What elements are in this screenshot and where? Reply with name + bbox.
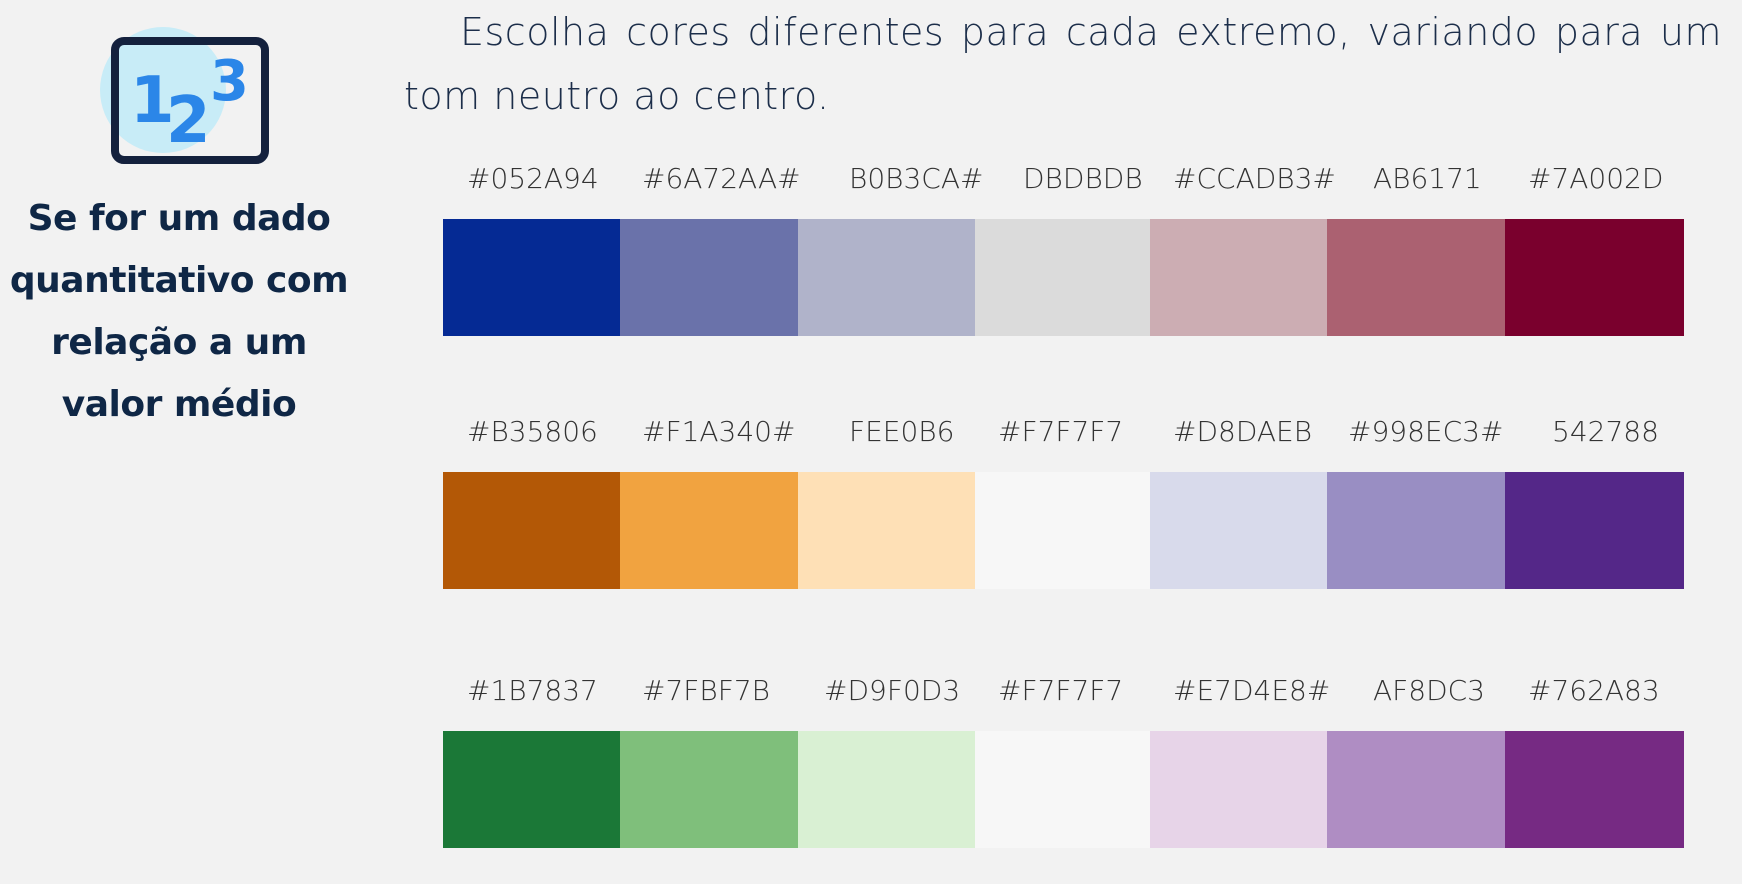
color-code-label: #998EC3# bbox=[1348, 415, 1504, 448]
intro-paragraph: Escolha cores diferentes para cada extremo, variando para um tom neutro ao centro. bbox=[404, 10, 1722, 118]
side-title bbox=[0, 188, 358, 436]
color-swatch bbox=[443, 219, 620, 336]
palette-swatches bbox=[443, 472, 1684, 589]
svg-text:2: 2 bbox=[166, 84, 211, 158]
color-code-label: #F7F7F7 bbox=[998, 415, 1124, 448]
color-swatch bbox=[1505, 219, 1684, 336]
color-swatch bbox=[1150, 472, 1327, 589]
color-code-label: #7A002D bbox=[1528, 162, 1664, 195]
svg-text:3: 3 bbox=[210, 49, 249, 114]
color-code-label: #F7F7F7 bbox=[998, 674, 1124, 707]
color-code-label: #6A72AA# bbox=[642, 162, 801, 195]
color-code-label: #D9F0D3 bbox=[824, 674, 961, 707]
color-code-label: #052A94 bbox=[467, 162, 599, 195]
color-code-label: #F1A340# bbox=[642, 415, 796, 448]
color-swatch bbox=[1327, 472, 1505, 589]
color-swatch bbox=[620, 219, 798, 336]
color-code-label: #D8DAEB bbox=[1173, 415, 1313, 448]
color-swatch bbox=[1150, 219, 1327, 336]
palette-diverging-green-purple bbox=[443, 674, 1684, 714]
color-code-label: B0B3CA# bbox=[849, 162, 984, 195]
color-swatch bbox=[1327, 219, 1505, 336]
color-swatch bbox=[975, 731, 1150, 848]
color-code-label: #7FBF7B bbox=[642, 674, 770, 707]
color-code-label: 542788 bbox=[1552, 415, 1659, 448]
palette-diverging-orange-purple bbox=[443, 415, 1684, 455]
color-swatch bbox=[1150, 731, 1327, 848]
color-swatch bbox=[1327, 731, 1505, 848]
color-swatch bbox=[620, 731, 798, 848]
palette-labels bbox=[443, 162, 1684, 202]
color-swatch bbox=[1505, 472, 1684, 589]
color-swatch bbox=[443, 731, 620, 848]
palette-labels bbox=[443, 674, 1684, 714]
color-code-label: AF8DC3 bbox=[1373, 674, 1485, 707]
color-code-label: #B35806 bbox=[467, 415, 598, 448]
color-swatch bbox=[798, 731, 975, 848]
color-swatch bbox=[443, 472, 620, 589]
color-swatch bbox=[798, 472, 975, 589]
side-title-line-4: valor médio bbox=[61, 384, 297, 425]
color-swatch bbox=[620, 472, 798, 589]
svg-text:1: 1 bbox=[130, 64, 175, 138]
palette-swatches bbox=[443, 219, 1684, 336]
color-code-label: AB6171 bbox=[1373, 162, 1482, 195]
color-code-label: #1B7837 bbox=[467, 674, 598, 707]
palette-diverging-blue-red bbox=[443, 162, 1684, 202]
color-swatch bbox=[798, 219, 975, 336]
color-swatch bbox=[975, 472, 1150, 589]
color-swatch bbox=[975, 219, 1150, 336]
side-title-line-2: quantitativo com bbox=[9, 260, 349, 301]
numbers-icon bbox=[88, 14, 278, 169]
color-code-label: #E7D4E8# bbox=[1173, 674, 1331, 707]
color-code-label: #CCADB3# bbox=[1173, 162, 1336, 195]
color-code-label: #762A83 bbox=[1528, 674, 1660, 707]
color-swatch bbox=[1505, 731, 1684, 848]
color-code-label: FEE0B6 bbox=[849, 415, 955, 448]
palette-labels bbox=[443, 415, 1684, 455]
palette-swatches bbox=[443, 731, 1684, 848]
color-code-label: DBDBDB bbox=[1023, 162, 1143, 195]
side-title-line-1: Se for um dado bbox=[27, 198, 331, 239]
side-title-line-3: relação a um bbox=[51, 322, 307, 363]
